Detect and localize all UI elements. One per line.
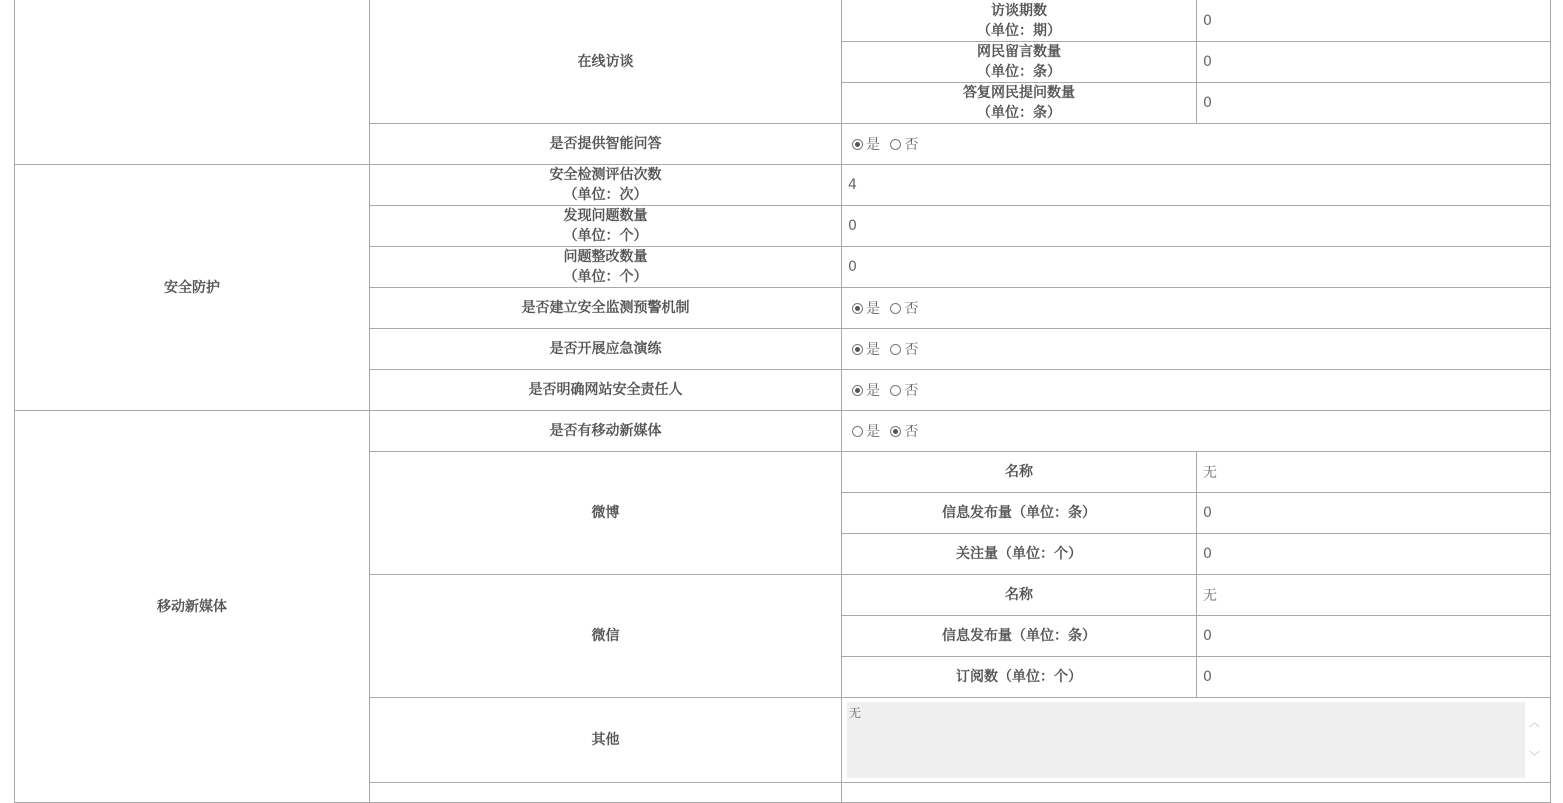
- issues-fixed-label: 问题整改数量 （单位：个）: [370, 247, 842, 288]
- issues-found-value: 0: [842, 206, 1551, 247]
- has-mobile-radio-group: [842, 411, 1551, 452]
- other-label: 其他: [370, 698, 842, 783]
- other-textarea[interactable]: [847, 702, 1545, 778]
- drill-label: 是否开展应急演练: [370, 329, 842, 370]
- smart-qa-yes-option[interactable]: 是: [852, 134, 880, 154]
- wechat-posts-value: 0: [1197, 616, 1551, 657]
- weibo-posts-label: 信息发布量（单位：条）: [842, 493, 1197, 534]
- radio-button[interactable]: [852, 426, 863, 437]
- security-check-label: 安全检测评估次数 （单位：次）: [370, 165, 842, 206]
- weibo-name-value: 无: [1197, 452, 1551, 493]
- wechat-subscribers-label: 订阅数（单位：个）: [842, 657, 1197, 698]
- radio-button[interactable]: [890, 426, 901, 437]
- wechat-subscribers-value: 0: [1197, 657, 1551, 698]
- weibo-name-label: 名称: [842, 452, 1197, 493]
- next-section-cell: [370, 783, 842, 803]
- other-textarea-text: 无: [849, 706, 862, 720]
- message-count-value: 0: [1197, 42, 1551, 83]
- issues-found-label: 发现问题数量 （单位：个）: [370, 206, 842, 247]
- smart-qa-label: 是否提供智能问答: [370, 124, 842, 165]
- weibo-label: 微博: [370, 452, 842, 575]
- radio-button[interactable]: [852, 344, 863, 355]
- weibo-followers-value: 0: [1197, 534, 1551, 575]
- security-section-label: 安全防护: [15, 165, 370, 411]
- smart-qa-no-option[interactable]: 否: [890, 134, 918, 154]
- drill-no-option[interactable]: 否: [890, 339, 918, 359]
- radio-button[interactable]: [890, 303, 901, 314]
- security-check-value: 4: [842, 165, 1551, 206]
- weibo-posts-value: 0: [1197, 493, 1551, 534]
- wechat-label: 微信: [370, 575, 842, 698]
- responsible-radio-group: [842, 370, 1551, 411]
- has-mobile-yes-option[interactable]: 是: [852, 421, 880, 441]
- online-interview-label: 在线访谈: [370, 0, 842, 124]
- responsible-yes-option[interactable]: 是: [852, 380, 880, 400]
- smart-qa-radio-group: [842, 124, 1551, 165]
- textarea-scrollbar[interactable]: [1525, 702, 1545, 778]
- monitoring-label: 是否建立安全监测预警机制: [370, 288, 842, 329]
- responsible-label: 是否明确网站安全责任人: [370, 370, 842, 411]
- report-table: [14, 0, 1551, 803]
- scroll-up-icon[interactable]: ︿: [1529, 716, 1540, 729]
- radio-button[interactable]: [890, 139, 901, 150]
- has-mobile-label: 是否有移动新媒体: [370, 411, 842, 452]
- interview-count-label: 访谈期数 （单位：期）: [842, 0, 1197, 42]
- message-count-label: 网民留言数量 （单位：条）: [842, 42, 1197, 83]
- has-mobile-no-option[interactable]: 否: [890, 421, 918, 441]
- mobile-section-label: 移动新媒体: [15, 411, 370, 803]
- wechat-name-value: 无: [1197, 575, 1551, 616]
- radio-button[interactable]: [852, 385, 863, 396]
- section-cell-prev: [15, 0, 370, 165]
- radio-button[interactable]: [890, 385, 901, 396]
- reply-count-label: 答复网民提问数量 （单位：条）: [842, 83, 1197, 124]
- wechat-name-label: 名称: [842, 575, 1197, 616]
- reply-count-value: 0: [1197, 83, 1551, 124]
- drill-radio-group: [842, 329, 1551, 370]
- other-cell: [842, 698, 1551, 783]
- monitoring-no-option[interactable]: 否: [890, 298, 918, 318]
- next-row-cell: [842, 783, 1551, 803]
- radio-button[interactable]: [890, 344, 901, 355]
- scroll-down-icon[interactable]: ﹀: [1529, 750, 1540, 763]
- radio-button[interactable]: [852, 303, 863, 314]
- monitoring-yes-option[interactable]: 是: [852, 298, 880, 318]
- radio-button[interactable]: [852, 139, 863, 150]
- drill-yes-option[interactable]: 是: [852, 339, 880, 359]
- weibo-followers-label: 关注量（单位：个）: [842, 534, 1197, 575]
- interview-count-value: 0: [1197, 0, 1551, 42]
- responsible-no-option[interactable]: 否: [890, 380, 918, 400]
- monitoring-radio-group: [842, 288, 1551, 329]
- wechat-posts-label: 信息发布量（单位：条）: [842, 616, 1197, 657]
- issues-fixed-value: 0: [842, 247, 1551, 288]
